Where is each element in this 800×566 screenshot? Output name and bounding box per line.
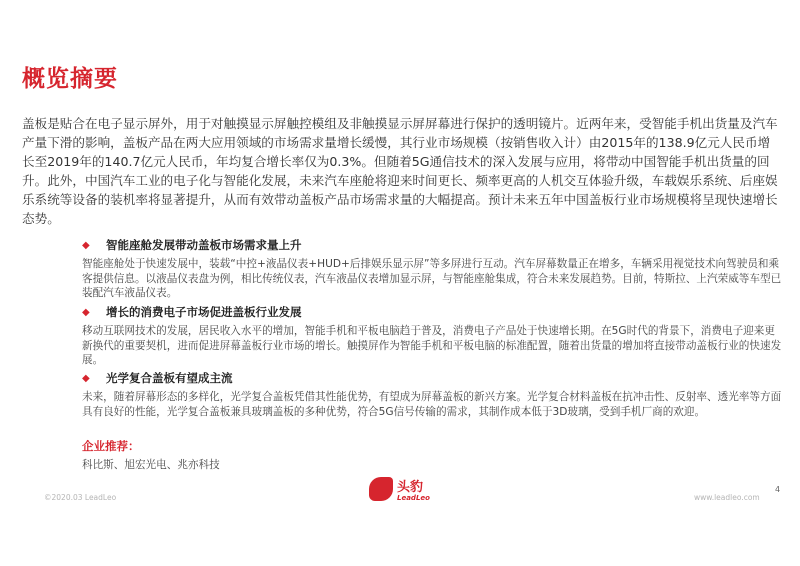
section-heading bbox=[82, 370, 782, 386]
section-body: 智能座舱处于快速发展中，装载“中控+液晶仪表+HUD+后排娱乐显示屏”等多屏进行互动。汽车屏幕数量正在增多，车辆采用视觉技术向驾驶员和乘客提供信息。以液晶仪表盘为例，相比传统仪表，汽车液晶仪表增加显示屏，与智能座舱集成，符合未来发展趋势。目前，特斯拉、上汽荣威等车型已装配汽车液晶仪表。 bbox=[82, 258, 782, 299]
logo-chinese: 头豹 bbox=[397, 480, 424, 495]
logo-english: LeadLeo bbox=[397, 494, 430, 502]
diamond-bullet-icon: ◆ bbox=[82, 239, 90, 251]
section-body: 未来，随着屏幕形态的多样化，光学复合盖板凭借其性能优势，有望成为屏幕盖板的新兴方案。光学复合材料盖板在抗冲击性、反射率、透光率等方面具有良好的性能，光学复合盖板兼具玻璃盖板的多种优势，符合5G信号传输的需求，其制作成本低于3D玻璃，受到手机厂商的欢迎。 bbox=[82, 391, 782, 418]
diamond-bullet-icon: ◆ bbox=[82, 306, 90, 318]
leopard-logo-icon bbox=[369, 477, 393, 501]
section-title: 光学复合盖板有望成主流 bbox=[106, 371, 233, 385]
section-heading bbox=[82, 304, 782, 320]
section-heading bbox=[82, 237, 782, 253]
page-number: 4 bbox=[775, 485, 781, 494]
page-title: 概览摘要 bbox=[22, 66, 118, 92]
diamond-bullet-icon: ◆ bbox=[82, 372, 90, 384]
section-optical-composite bbox=[82, 370, 782, 419]
recommend-label: 企业推荐： bbox=[82, 439, 140, 453]
section-consumer-electronics bbox=[82, 304, 782, 368]
section-title: 增长的消费电子市场促进盖板行业发展 bbox=[106, 305, 302, 319]
leadleo-logo bbox=[369, 475, 435, 505]
recommend-companies: 科比斯、旭宏光电、兆亦科技 bbox=[82, 459, 220, 471]
section-title: 智能座舱发展带动盖板市场需求量上升 bbox=[106, 238, 302, 252]
footer-website: www.leadleo.com bbox=[694, 493, 760, 502]
intro-paragraph: 盖板是贴合在电子显示屏外，用于对触摸显示屏触控模组及非触摸显示屏屏幕进行保护的透明镜片。近两年来，受智能手机出货量及汽车产量下滑的影响，盖板产品在两大应用领域的市场需求量增长缓慢，其行业市场规模（按销售收入计）由2015年的138.9亿元人民币增长至2019年的140.7亿元人民币，年均复合增长率仅为0.3%。但随着5G通信技术的深入发展与应用，将带动中国智能手机出货量的回升。此外，中国汽车工业的电子化与智能化发展，未来汽车座舱将迎来时间更长、频率更高的人机交互体验升级，车载娱乐系统、后座娱乐系统等设备的装机率将显著提升，从而有效带动盖板产品市场需求量的大幅提高。预计未来五年中国盖板行业市场规模将呈现快速增长态势。 bbox=[22, 116, 778, 226]
footer-copyright: ©2020.03 LeadLeo bbox=[44, 493, 117, 502]
section-smart-cockpit bbox=[82, 237, 782, 301]
section-body: 移动互联网技术的发展，居民收入水平的增加，智能手机和平板电脑趋于普及，消费电子产品处于快速增长期。在5G时代的背景下，消费电子迎来更新换代的重要契机，进而促进屏幕盖板行业市场的增长。触摸屏作为智能手机和平板电脑的标准配置，随着出货量的增加将直接带动盖板行业的快速发展。 bbox=[82, 325, 782, 366]
